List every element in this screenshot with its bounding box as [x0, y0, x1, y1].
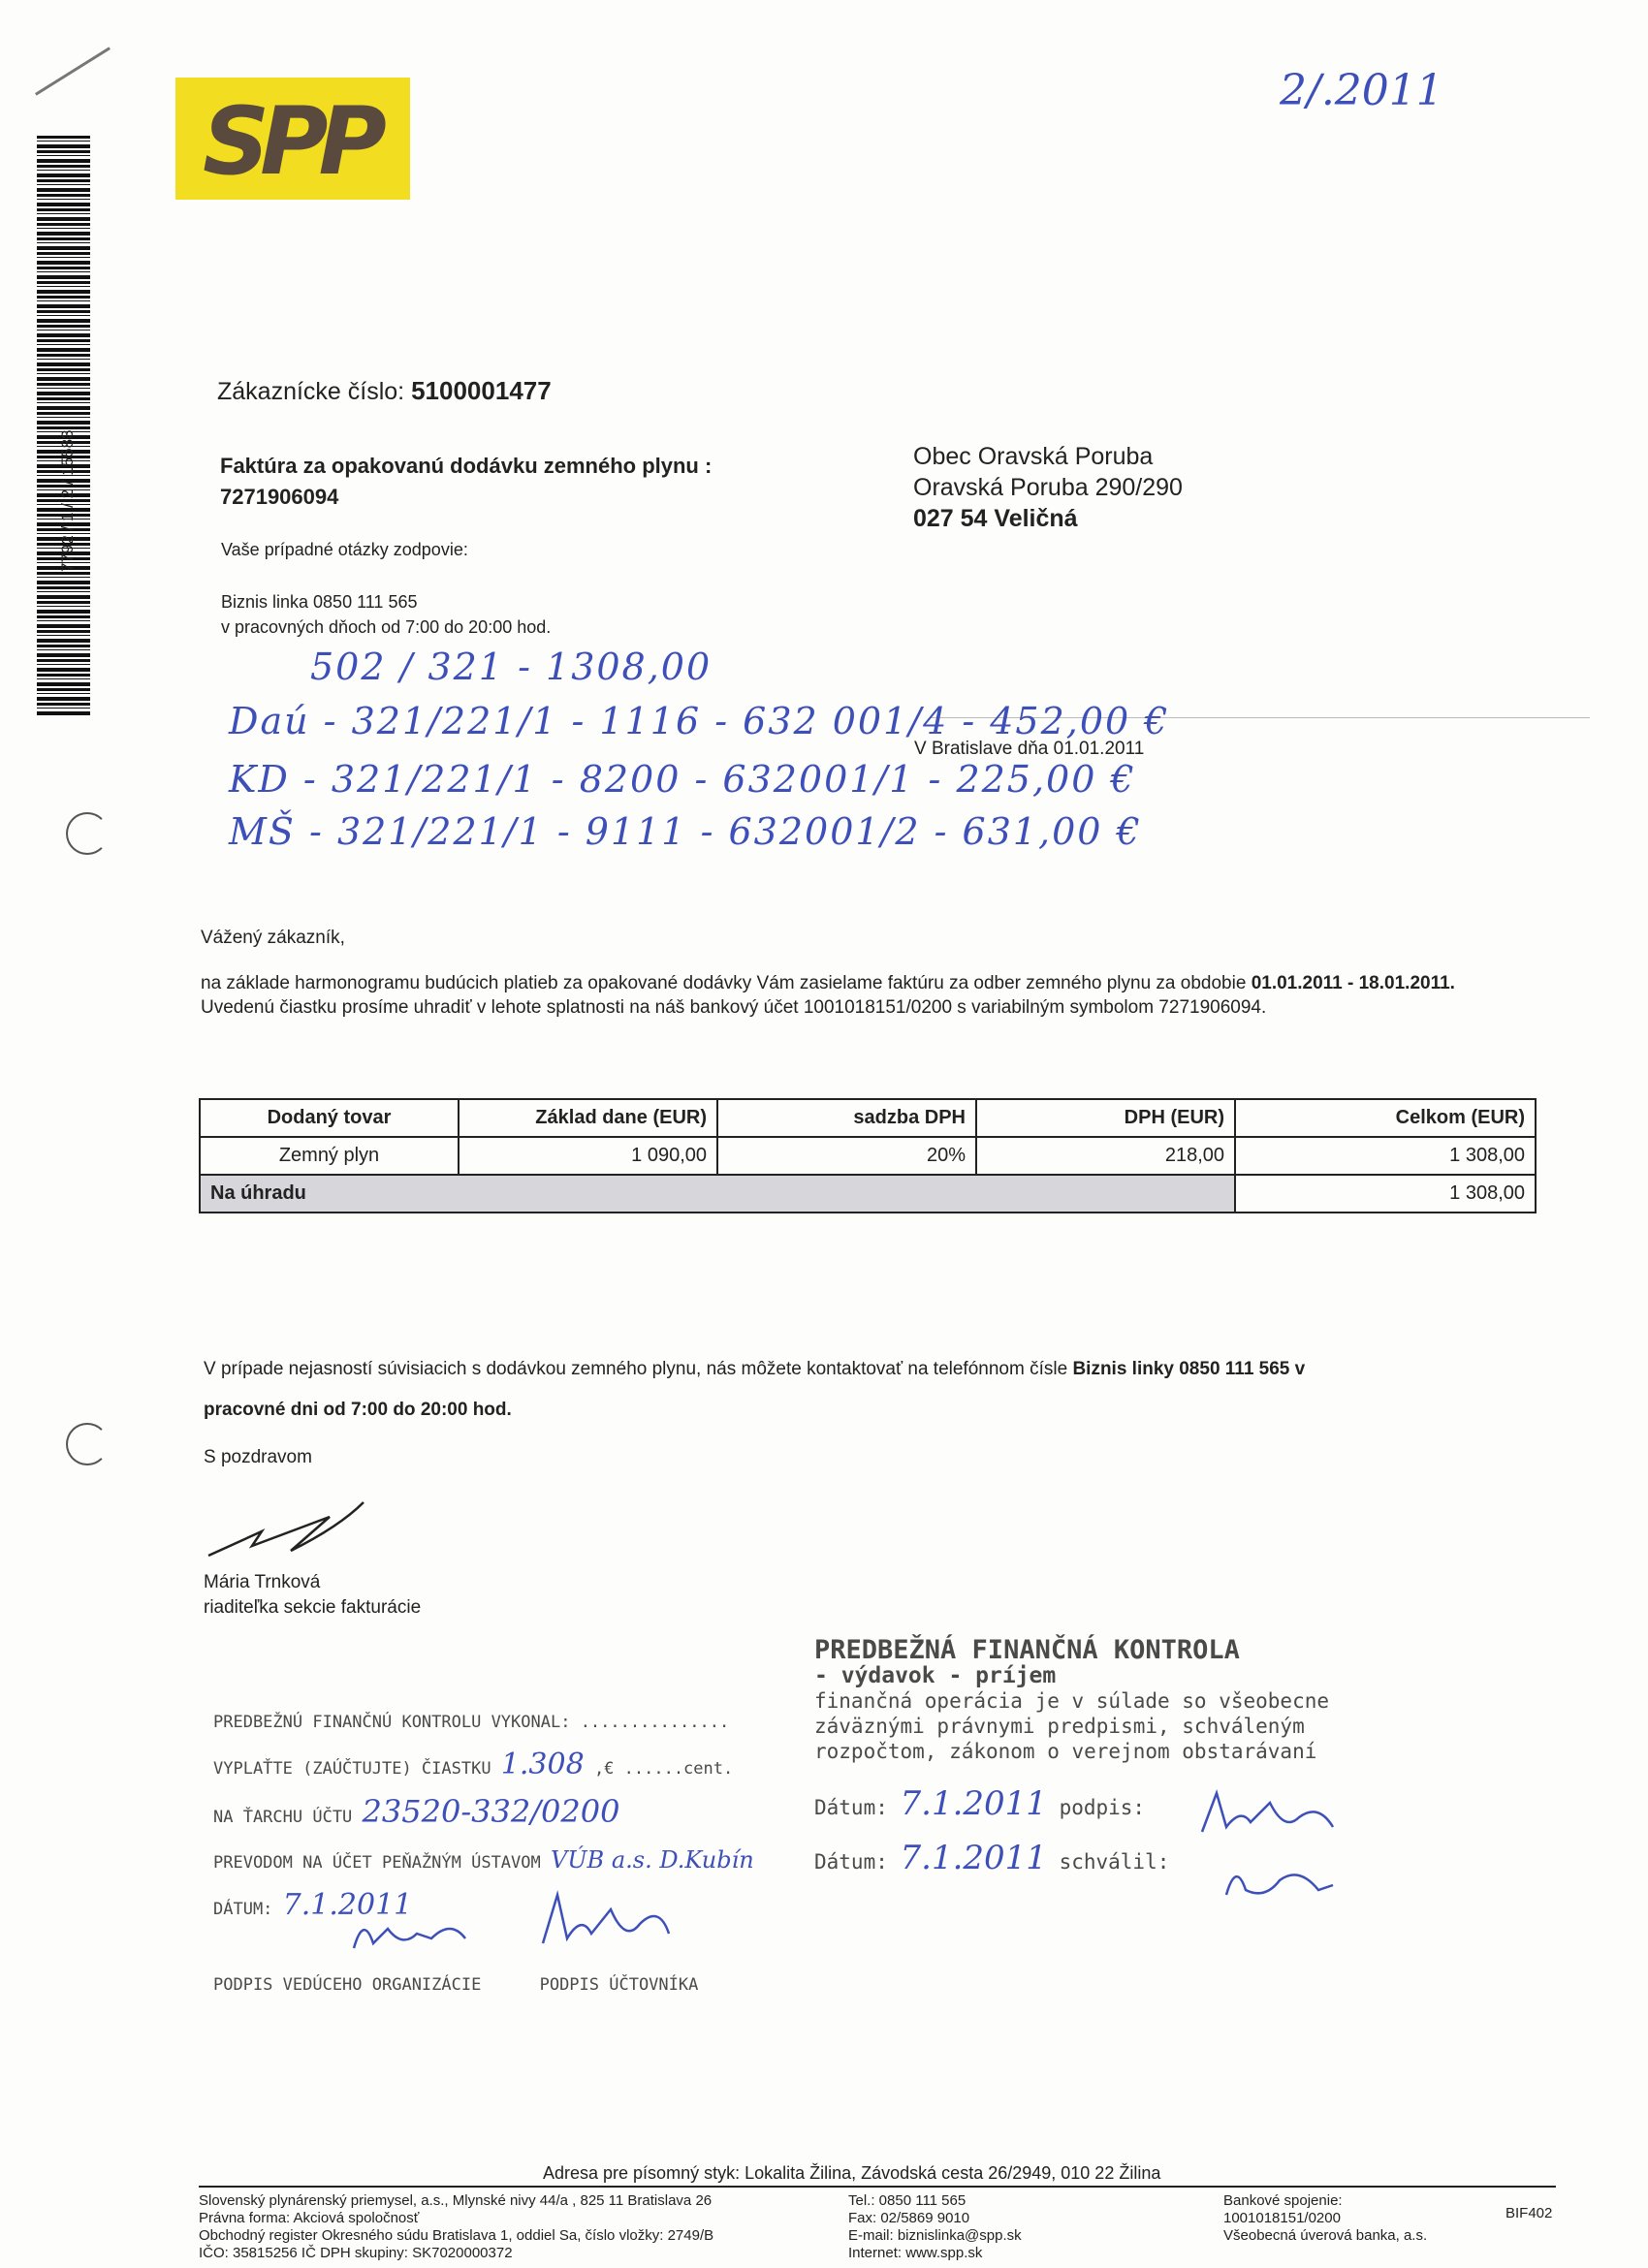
stamp-line-amount: [213, 1744, 814, 1790]
barcode-number: 7792 / 1 / 2 / 15583: [58, 429, 77, 572]
city-date: V Bratislave dňa 01.01.2011: [914, 739, 1145, 759]
stamp-date-label: DÁTUM:: [213, 1900, 283, 1919]
stamp-amount-value: 1.308: [500, 1748, 585, 1781]
letter-paragraph-1: [201, 971, 1543, 995]
handwritten-document-number: 2/.2011: [1280, 66, 1443, 115]
stamp-right-sign-label: podpis:: [1046, 1796, 1146, 1819]
hotline-info: [221, 589, 551, 640]
contact-text: V prípade nejasností súvisiacich s dodávkou zemného plynu, nás môžete kontaktovať na telefónnom čísle: [204, 1359, 1073, 1379]
contact-hotline: Biznis linky 0850 111 565 v: [1072, 1359, 1306, 1379]
footer-divider: [199, 2186, 1556, 2188]
footer-contact-line: Fax: 02/5869 9010: [848, 2210, 970, 2226]
accountant-signature: [533, 1885, 679, 1953]
footer-contact-line: Tel.: 0850 111 565: [848, 2192, 967, 2209]
signer-name: Mária Trnková: [204, 1572, 321, 1592]
footer-contact-info: [848, 2192, 1022, 2262]
footer-bank-line: Bankové spojenie:: [1223, 2192, 1343, 2209]
recipient-address: [913, 441, 1183, 534]
stamp-signatures: [213, 1964, 814, 2006]
spp-logo-text: SPP: [203, 87, 377, 196]
stamp-account-value: 23520-332/0200: [362, 1793, 620, 1830]
table-cell: Zemný plyn: [200, 1137, 459, 1175]
barcode: [37, 136, 90, 717]
table-total-row: [200, 1175, 1536, 1213]
stamp-bank-value: VÚB a.s. D.Kubín: [551, 1846, 754, 1874]
financial-control-stamp-left: [213, 1701, 814, 2006]
stamp-right-signature-2: [1221, 1856, 1338, 1905]
stamp-line-account: [213, 1790, 814, 1839]
handwritten-note-2: Daú - 321/221/1 - 1116 - 632 001/4 - 452,00 €: [229, 700, 1170, 742]
table-header: DPH (EUR): [976, 1099, 1235, 1137]
signer-title: riaditeľka sekcie fakturácie: [204, 1597, 422, 1618]
footer-contact-line: E-mail: biznislinka@spp.sk: [848, 2227, 1022, 2244]
total-label: Na úhradu: [200, 1175, 1235, 1213]
stamp-account-label: NA ŤARCHU ÚČTU: [213, 1808, 363, 1827]
letter-body: [201, 971, 1543, 1020]
footer-address: Adresa pre písomný styk: Lokalita Žilina, Závodská cesta 26/2949, 010 22 Žilina: [543, 2163, 1161, 2183]
handwritten-note-1: 502 / 321 - 1308,00: [310, 646, 713, 688]
invoice-title-text: Faktúra za opakovanú dodávku zemného plynu :: [220, 454, 713, 478]
footer-contact-line: Internet: www.spp.sk: [848, 2245, 983, 2261]
footer-company-line: IČO: 35815256 IČ DPH skupiny: SK7020000372: [199, 2245, 513, 2261]
stamp-right-date2-label: Dátum:: [814, 1850, 901, 1874]
stamp-line-bank: [213, 1839, 814, 1884]
spp-logo: [175, 78, 410, 200]
stamp-sig-accountant: PODPIS ÚČTOVNÍKA: [539, 1975, 699, 1995]
recipient-city: 027 54 Veličná: [913, 505, 1078, 532]
stamp-date-value: 7.1.2011: [282, 1888, 413, 1922]
stamp-right-subheading: - výdavok - príjem: [814, 1663, 1057, 1688]
billing-period: 01.01.2011 - 18.01.2011: [1251, 973, 1450, 993]
footer-company-line: Právna forma: Akciová spoločnosť: [199, 2210, 420, 2226]
table-cell: 1 308,00: [1235, 1137, 1536, 1175]
invoice-number: 7271906094: [220, 485, 339, 509]
questions-note: Vaše prípadné otázky zodpovie:: [221, 540, 468, 559]
signer: [204, 1570, 421, 1621]
footer-bank-line: 1001018151/0200: [1223, 2210, 1341, 2226]
stamp-line-date: [213, 1884, 814, 1931]
table-cell: 218,00: [976, 1137, 1235, 1175]
handwritten-note-3: KD - 321/221/1 - 8200 - 632001/1 - 225,00 €: [229, 758, 1136, 801]
table-cell: 20%: [717, 1137, 976, 1175]
hotline-number: Biznis linka 0850 111 565: [221, 592, 418, 612]
letter-paragraph-1-text: na základe harmonogramu budúcich platieb za opakované dodávky Vám zasielame faktúru za odber zemného plynu za obdobie: [201, 973, 1252, 993]
table-cell: 1 090,00: [459, 1137, 717, 1175]
table-header: Základ dane (EUR): [459, 1099, 717, 1137]
footer-company-info: [199, 2192, 713, 2262]
stamp-line-1: PREDBEŽNÚ FINANČNÚ KONTROLU VYKONAL: ...............: [213, 1713, 730, 1732]
stamp-right-signature-1: [1192, 1783, 1338, 1842]
footer-company-line: Obchodný register Okresného súdu Bratislava 1, oddiel Sa, číslo vložky: 2749/B: [199, 2227, 714, 2244]
director-signature: [204, 1497, 378, 1565]
hotline-hours: v pracovných dňoch od 7:00 do 20:00 hod.: [221, 617, 552, 637]
table-header: sadzba DPH: [717, 1099, 976, 1137]
handwritten-note-4: MŠ - 321/221/1 - 9111 - 632001/2 - 631,00 €: [229, 810, 1142, 853]
stamp-right-heading: PREDBEŽNÁ FINANČNÁ KONTROLA: [814, 1635, 1240, 1665]
letter-paragraph-2: Uvedenú čiastku prosíme uhradiť v lehote splatnosti na náš bankový účet 1001018151/0200 s variabilným symbolom 7271906094.: [201, 997, 1267, 1018]
contact-days: pracovné dni: [204, 1400, 319, 1420]
invoice-title: [220, 451, 712, 513]
footer-company-line: Slovenský plynárenský priemysel, a.s., Mlynské nivy 44/a , 825 11 Bratislava 26: [199, 2192, 713, 2209]
contact-paragraph: [204, 1349, 1551, 1431]
invoice-items-table: [199, 1098, 1537, 1213]
punch-hole-bottom: [66, 1423, 109, 1465]
manager-signature: [344, 1909, 470, 1958]
stamp-bank-label: PREVODOM NA ÚČET PEŇAŽNÝM ÚSTAVOM: [213, 1853, 551, 1873]
footer-form-code: BIF402: [1505, 2205, 1553, 2221]
stamp-right-text: finančná operácia je v súlade so všeobecne záväznými právnymi predpismi, schváleným rozpočtom, zákonom o verejnom obstarávaní: [814, 1689, 1330, 1763]
stamp-right-approved-label: schválil:: [1046, 1850, 1170, 1874]
contact-hours: od 7:00 do 20:00 hod.: [318, 1400, 512, 1420]
customer-number: [217, 376, 552, 406]
stamp-amount-label: VYPLAŤTE (ZAÚČTUJTE) ČIASTKU: [213, 1759, 501, 1779]
punch-hole-top: [66, 812, 109, 855]
stamp-sig-manager: PODPIS VEDÚCEHO ORGANIZÁCIE: [213, 1975, 482, 1995]
table-header: Dodaný tovar: [200, 1099, 459, 1137]
recipient-street: Oravská Poruba 290/290: [913, 474, 1183, 501]
staple-mark: [35, 47, 111, 95]
footer-bank-line: Všeobecná úverová banka, a.s.: [1223, 2227, 1428, 2244]
stamp-right-date-value: 7.1.2011: [900, 1784, 1047, 1823]
footer-bank-info: [1223, 2192, 1427, 2245]
recipient-name: Obec Oravská Poruba: [913, 443, 1154, 470]
table-header: Celkom (EUR): [1235, 1099, 1536, 1137]
stamp-right-date2-value: 7.1.2011: [900, 1839, 1047, 1877]
customer-number-value: 5100001477: [411, 376, 552, 405]
total-value: 1 308,00: [1235, 1175, 1536, 1213]
stamp-right-date-label: Dátum:: [814, 1796, 901, 1819]
stamp-amount-suffix: ,€ ......cent.: [584, 1759, 734, 1779]
customer-number-label: Zákaznícke číslo:: [217, 378, 405, 405]
table-header-row: [200, 1099, 1536, 1137]
salutation: Vážený zákazník,: [201, 928, 345, 948]
regards: S pozdravom: [204, 1447, 312, 1467]
billing-period-end: .: [1449, 973, 1455, 993]
table-row: [200, 1137, 1536, 1175]
